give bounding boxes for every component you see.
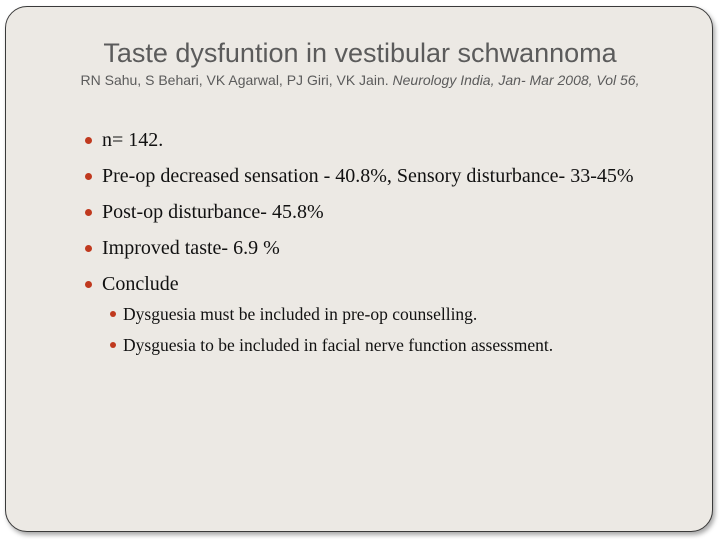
bullet-item (82, 197, 682, 227)
bullet-text: Post-op disturbance- 45.8% (102, 201, 324, 223)
sub-bullet-item (108, 301, 682, 327)
slide-frame (5, 6, 713, 532)
bullet-text: n= 142. (102, 129, 164, 151)
slide-title: Taste dysfuntion in vestibular schwannoma (103, 38, 617, 68)
sub-bullet-list (82, 301, 682, 358)
citation-authors: RN Sahu, S Behari, VK Agarwal, PJ Giri, VK Jain. (80, 72, 393, 88)
sub-bullet-item (108, 332, 682, 358)
bullet-dot-icon (85, 245, 92, 252)
sub-bullet-dot-icon (110, 311, 116, 317)
citation-line (6, 70, 713, 90)
title-block (6, 37, 713, 90)
sub-bullet-text: Dysguesia must be included in pre-op counselling. (123, 304, 478, 324)
bullet-list (82, 125, 682, 363)
bullet-dot-icon (85, 281, 92, 288)
bullet-item (82, 125, 682, 155)
bullet-dot-icon (85, 137, 92, 144)
bullet-dot-icon (85, 173, 92, 180)
sub-bullet-text: Dysguesia to be included in facial nerve function assessment. (123, 335, 554, 355)
bullet-text: Improved taste- 6.9 % (102, 237, 280, 259)
bullet-item (82, 269, 682, 299)
sub-bullet-dot-icon (110, 342, 116, 348)
bullet-text: Pre-op decreased sensation - 40.8%, Sensory disturbance- 33-45% (102, 165, 634, 187)
bullet-item (82, 233, 682, 263)
bullet-dot-icon (85, 209, 92, 216)
citation-journal: Neurology India, Jan- Mar 2008, Vol 56, (392, 72, 640, 88)
bullet-item (82, 161, 682, 191)
bullet-text: Conclude (102, 273, 179, 295)
